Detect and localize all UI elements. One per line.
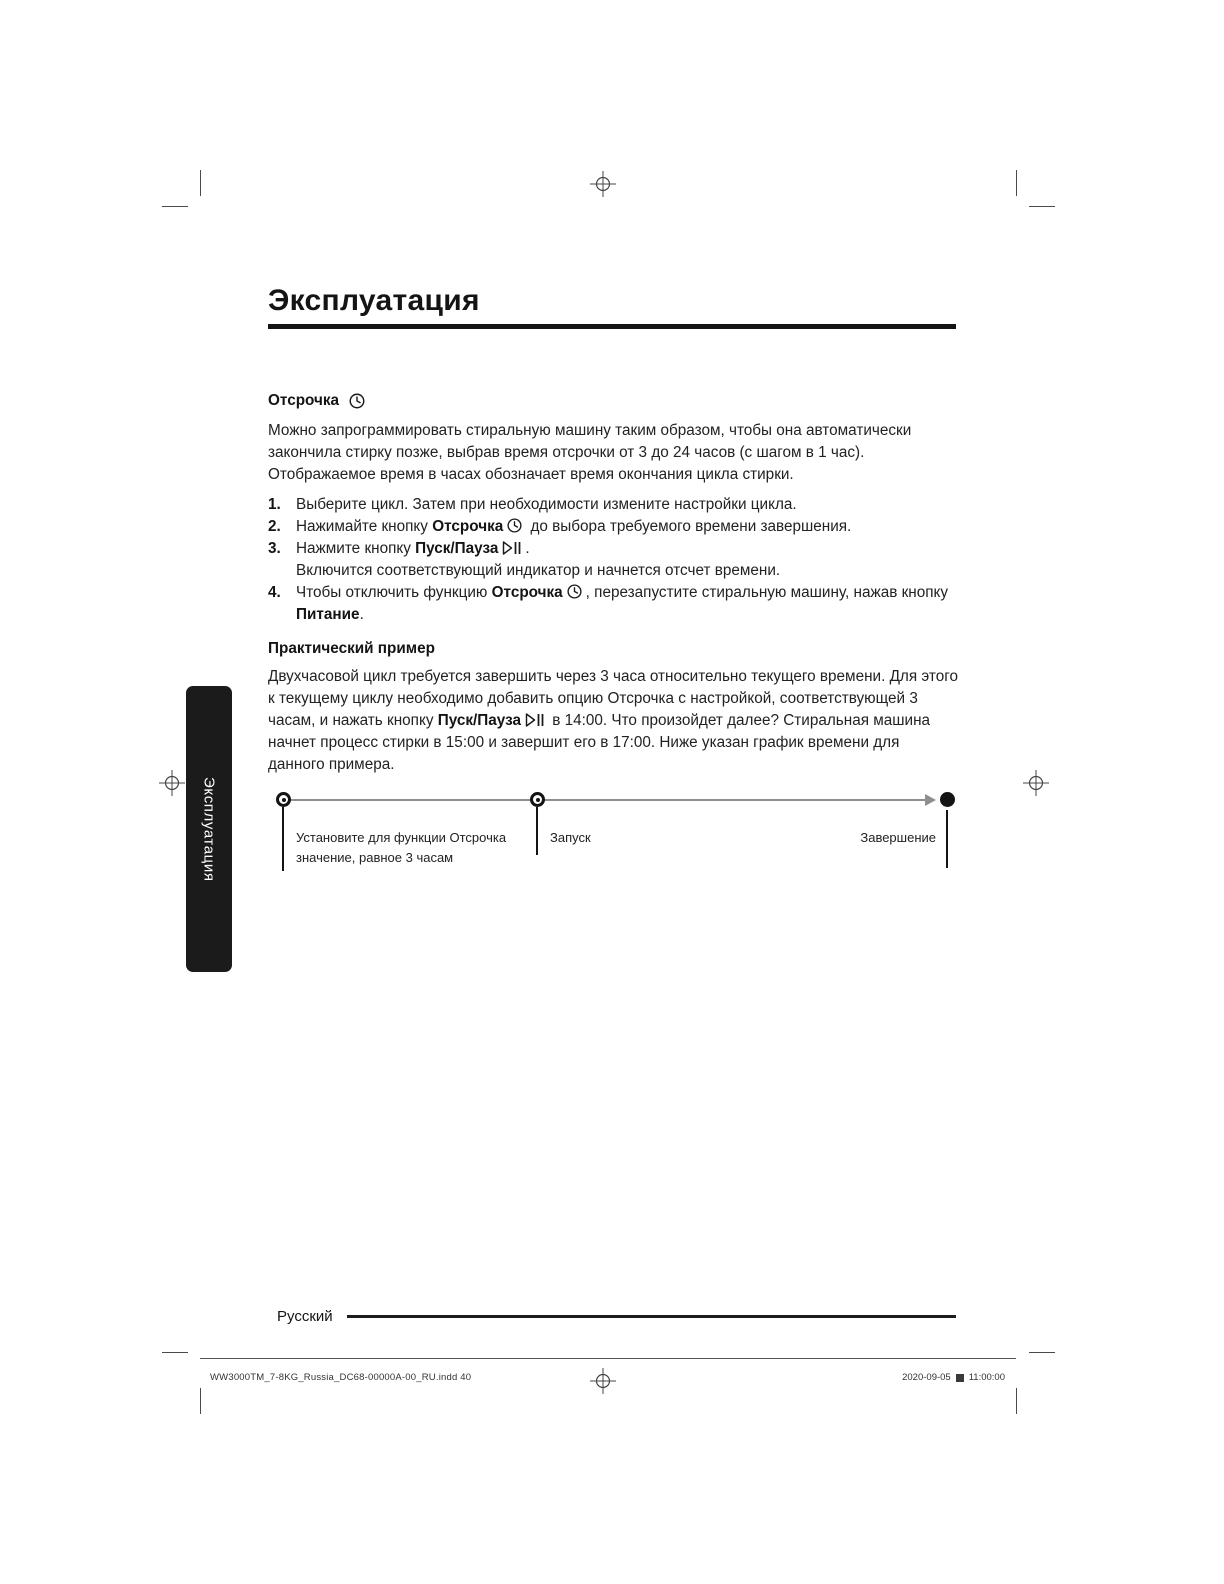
print-footer-datetime — [902, 1372, 1005, 1383]
print-footer-filename: WW3000TM_7-8KG_Russia_DC68-00000A-00_RU.indd 40 — [210, 1372, 472, 1383]
timeline-line — [284, 799, 934, 801]
page-title: Эксплуатация — [268, 284, 480, 317]
step-text-segment: , перезапустите стиральную машину, нажав кнопку — [585, 584, 949, 601]
timeline-diagram — [268, 792, 958, 888]
timeline-marker-start-icon — [276, 792, 291, 807]
example-text-segment: Двухчасовой цикл требуется завершить через 3 часа относительно текущего времени. Для этого к текущему циклу необходимо добавить опцию Отсрочка с настройкой, соответствующей 3 часам, и нажать кнопку — [268, 668, 958, 729]
section-heading-label: Отсрочка — [268, 392, 340, 409]
delay-end-clock-icon — [566, 583, 583, 600]
section-heading — [268, 390, 958, 412]
print-footer-rule — [200, 1358, 1016, 1359]
step-bold-label: Отсрочка — [432, 518, 504, 535]
step-bold-label: Отсрочка — [491, 584, 563, 601]
step-text-segment: . — [525, 540, 530, 557]
steps-list — [268, 494, 958, 626]
delay-end-clock-icon — [506, 517, 523, 534]
step-item — [268, 538, 958, 582]
registration-crosshair-icon — [590, 1368, 616, 1394]
step-item — [268, 582, 958, 626]
print-footer-time: 11:00:00 — [968, 1372, 1005, 1383]
example-paragraph — [268, 666, 958, 776]
title-rule — [268, 324, 956, 329]
sidebar-chapter-tab — [186, 686, 232, 972]
step-text — [296, 582, 958, 626]
step-text: Выберите цикл. Затем при необходимости измените настройки цикла. — [296, 496, 797, 513]
step-text-segment: . — [359, 606, 364, 623]
step-line — [296, 538, 958, 560]
delay-end-clock-icon — [348, 392, 366, 410]
example-bold-label: Пуск/Пауза — [437, 712, 521, 729]
step-item — [268, 516, 958, 538]
language-footer — [277, 1308, 956, 1325]
timeline-label-end: Завершение — [860, 830, 936, 845]
step-text — [296, 538, 958, 582]
print-footer-date: 2020-09-05 — [902, 1372, 951, 1383]
timeline-label-start-line2: значение, равное 3 часам — [296, 850, 454, 865]
step-text-segment: до выбора требуемого времени завершения. — [526, 518, 852, 535]
timeline-marker-end-icon — [940, 792, 955, 807]
start-pause-icon — [501, 540, 522, 556]
step-text-segment: Нажмите кнопку — [296, 540, 416, 557]
timeline-tick-start — [282, 807, 284, 871]
step-bold-label: Пуск/Пауза — [415, 540, 499, 557]
timeline-marker-mid-icon — [530, 792, 545, 807]
timeline-arrow-icon — [925, 794, 936, 806]
timeline-label-mid: Запуск — [550, 830, 591, 845]
registration-crosshair-icon — [590, 171, 616, 197]
example-text-segment: в 14:00. Что произойдет далее? Стиральная машина начнет процесс стирки в 15:00 и завершит его в 17:00. Ниже указан график времени для данного примера. — [268, 712, 931, 773]
step-item — [268, 494, 958, 516]
timeline-tick-mid — [536, 807, 538, 855]
step-line: Включится соответствующий индикатор и начнется отсчет времени. — [296, 562, 781, 579]
step-text-segment: Нажимайте кнопку — [296, 518, 433, 535]
footer-language-label: Русский — [277, 1308, 333, 1325]
timeline-label-start — [296, 828, 516, 868]
intro-paragraph: Можно запрограммировать стиральную машину таким образом, чтобы она автоматически закончила стирку позже, выбрав время отсрочки от 3 до 24 часов (с шагом в 1 час). Отображаемое время в часах обозначает время окончания цикла стирки. — [268, 422, 912, 483]
step-number: 3. — [268, 540, 281, 557]
example-heading: Практический пример — [268, 640, 435, 657]
small-square-glyph-icon — [956, 1374, 964, 1382]
step-text-segment: Чтобы отключить функцию — [296, 584, 492, 601]
step-number: 4. — [268, 584, 281, 601]
content-column — [268, 390, 958, 888]
step-number: 1. — [268, 496, 281, 513]
sidebar-tab-label: Эксплуатация — [200, 776, 218, 882]
registration-crosshair-icon — [1023, 770, 1049, 796]
registration-crosshair-icon — [159, 770, 185, 796]
step-text — [296, 516, 958, 538]
step-number: 2. — [268, 518, 281, 535]
start-pause-icon — [524, 712, 545, 728]
timeline-label-start-line1: Установите для функции Отсрочка — [296, 830, 507, 845]
step-bold-label: Питание — [296, 606, 360, 623]
footer-rule — [347, 1315, 956, 1318]
timeline-tick-end — [946, 810, 948, 868]
